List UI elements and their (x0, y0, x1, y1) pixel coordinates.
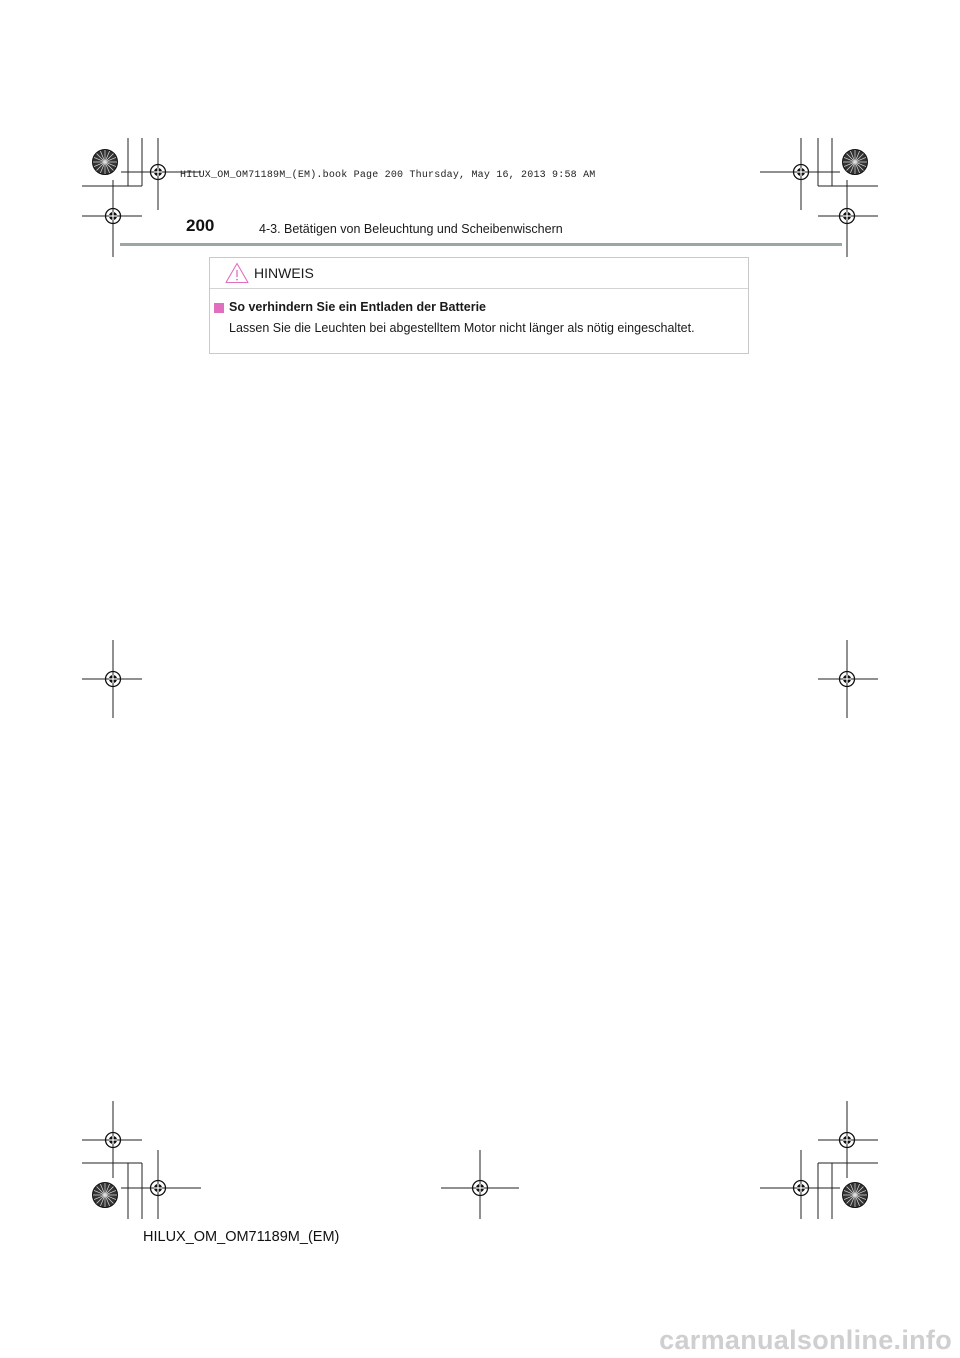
book-file-line: HILUX_OM_OM71189M_(EM).book Page 200 Thursday, May 16, 2013 9:58 AM (180, 170, 596, 181)
warning-triangle-icon (225, 262, 249, 284)
notice-box (209, 257, 749, 354)
page-number: 200 (186, 216, 215, 235)
footer-code: HILUX_OM_OM71189M_(EM) (143, 1229, 340, 1245)
section-title: 4-3. Betätigen von Beleuchtung und Scheibenwischern (259, 222, 563, 236)
watermark-text[interactable]: carmanualsonline.info (659, 1325, 952, 1355)
header-rule (120, 243, 842, 246)
watermark[interactable] (616, 1325, 960, 1358)
notice-header (210, 258, 748, 289)
notice-subtitle: So verhindern Sie ein Entladen der Batterie (229, 300, 487, 314)
square-bullet-icon (214, 303, 224, 313)
notice-body: Lassen Sie die Leuchten bei abgestelltem Motor nicht länger als nötig eingeschaltet. (229, 321, 695, 335)
notice-label: HINWEIS (254, 265, 314, 281)
